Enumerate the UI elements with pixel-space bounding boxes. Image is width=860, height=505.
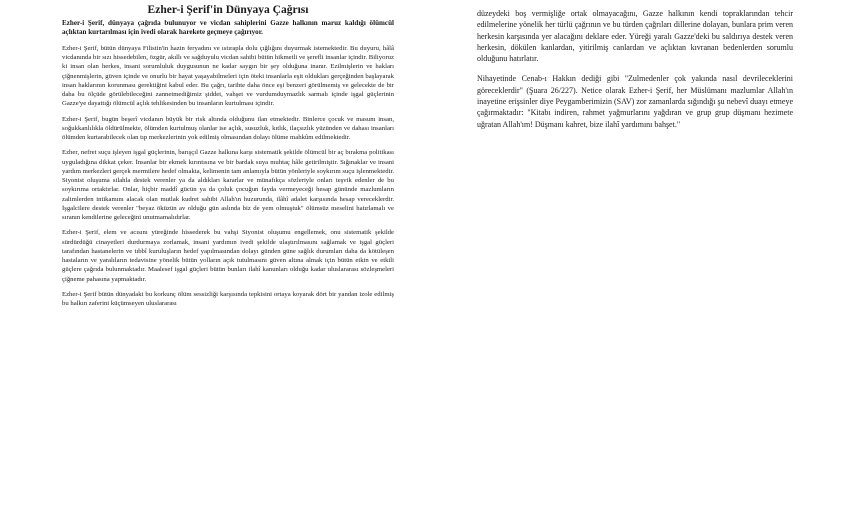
body-paragraph: Ezher-i Şerif, bütün dünyaya Filistin'in hazin feryadını ve ıstırapla dolu çığlığını duyurmak istemektedir. Bu duyuru, hâlâ vicdanında bir sızı hissedebilen, özgür, akıllı ve sağduyulu vicdan sahibi bütün hikmetli ve şerefli insanlar içindir. Biliyoruz ki insan olan herkes, insani sorumluluk duygusunun ne kadar saygın bir şey olduğuna inanır. Ezilmişlerin ve hakları çiğnenmişlerin, güven içinde ve onurlu bir hayat yaşayabilmeleri için öteki insanlarla eşit oldukları gerçeğinden başlayarak insan haklarının korunması gerektiğini kabul eder. Bu çağrı, tarihte daha önce eşi benzeri görülmemiş ve gelecekte de bir daha bu ölçüde görülebileceğini zannetmediğimiz şiddet, vahşet ve vurdumduymazlık sarmalı içinde işgal güçlerinin Gazze'ye dayattığı ölümcül açlık tehlikesinden bu insanların kurtulması içindir. [62, 44, 394, 108]
body-paragraph: düzeydeki boş vermişliğe ortak olmayacağını, Gazze halkının kendi topraklarından tehcir edilmelerine yönelik her türlü çağrının ve bu türden çağrıları dillerine dolayan, bunlara prim veren herkesin karşısında yer alacağını deklare eder. Yüreği yaralı Gazze'deki bu saldırıya destek veren herkesin, dökülen kanlardan, yitirilmiş canlardan ve açlıktan kıvranan bedenlerden sorumlu olduğunu hatırlatır. [477, 9, 793, 64]
left-column [62, 0, 394, 314]
page-title: Ezher-i Şerif'in Dünyaya Çağrısı [147, 4, 309, 16]
right-column [477, 8, 793, 139]
body-paragraph: Ezher-i Şerif bütün dünyadaki bu korkunç ölüm sessizliği karşısında tepkisini ortaya koyarak dört bir yandan izole edilmiş bu halkın zaferini küçümseyen uluslararası [62, 290, 394, 308]
body-paragraph: Ezher-i Şerif, elem ve acısını yüreğinde hissederek bu vahşi Siyonist oluşumu engellemek, onu sistematik şekilde sürdürdüğü cinayetleri durdurmaya zorlamak, insani yardımın ivedi şekilde ulaştırılmasını sağlamak ve işgal güçleri tarafından hastanelerin ve tıbbî kuruluşların hedef yapılmasından dolayı günden güne sağlık durumları daha da kötüleşen hastaların ve yaralıların tedavisine yönelik bütün yolların açık tutulmasını güven altına almak için bütün etkin ve etkili güçlere çağrıda bulunmaktadır. Maalesef işgal güçleri bütün bunları ilahî kanunları olduğu kadar uluslararası sözleşmeleri çiğneme pahasına yapmaktadır. [62, 229, 394, 283]
body-paragraph: Ezher, nefret suçu işleyen işgal güçlerinin, barışçıl Gazze halkına karşı sistematik şekilde ölümcül bir aç bırakma politikası uyguladığına dikkat çeker. İnsanlar bir ekmek kırıntısına ve bir bardak suya muhtaç hâle getirilmiştir. Sığınaklar ve insani yardım merkezleri gerçek mermilere hedef olmakta, kelimenin tam anlamıyla bütün yönleriyle soykırım suçu işlenmektedir. Siyonist oluşuma silahla destek verenler ya da aldıkları kararlar ve münafıkça sözleriyle onları teşvik edenler de bu soykırıma ortaktırlar. Onlar, hiçbir maddî gücün ya da çoluk çocuğun fayda vermeyeceği hesap gününde mazlumların zalimlerden intikamını alacak olan mutlak kudret sahibi Allah'ın huzurunda, ilâhî adalet karşısında hesap vereceklerdir. İşgalcilere destek verenler "beyaz öküzün av olduğu gün aslında biz de yem olmuştuk" ölümsüz meselini hatırlamalı ve sıranın kendilerine geleceğini unutmamalıdırlar. [62, 149, 394, 222]
closing-paragraph: Nihayetinde Cenab-ı Hakkın dediği gibi "Zulmedenler çok yakında nasıl devrileceklerini göreceklerdir" (Şuara 26/227). Netice olarak Ezher-i Şerif, her Müslümanı mazlumlar Allah'ın inayetine erişsinler diye Peygamberimizin (SAV) zor zamanlarda sığındığı şu nebevî duayı etmeye çağırmaktadır: "Kitabı indiren, rahmet yağmurlarını yağdıran ve grup grup düşmanı hezimete uğratan Allah'ım! Düşmanı kahret, bize ilahî yardımını bahşet." [477, 74, 793, 129]
body-paragraph: Ezher-i Şerif, bugün beşerî vicdanın büyük bir risk altında olduğunu ilan etmektedir. Binlerce çocuk ve masum insan, soğukkanlılıkla öldürülmekte, ölümden kurtulmuş olanlar ise açlık, susuzluk, kıtlık, ilaçsızlık yüzünden ve dahası insanları ölümden kurtarabilecek olan tıp merkezlerinin yok edilmiş olmasından dolayı ölüme mahkûm edilmektedir. [62, 115, 394, 142]
lead-paragraph: Ezher-i Şerif, dünyaya çağrıda bulunuyor ve vicdan sahiplerini Gazze halkının maruz kaldığı ölümcül açlıktan kurtarılması için ivedi olarak harekete geçmeye çağırıyor. [62, 19, 394, 37]
